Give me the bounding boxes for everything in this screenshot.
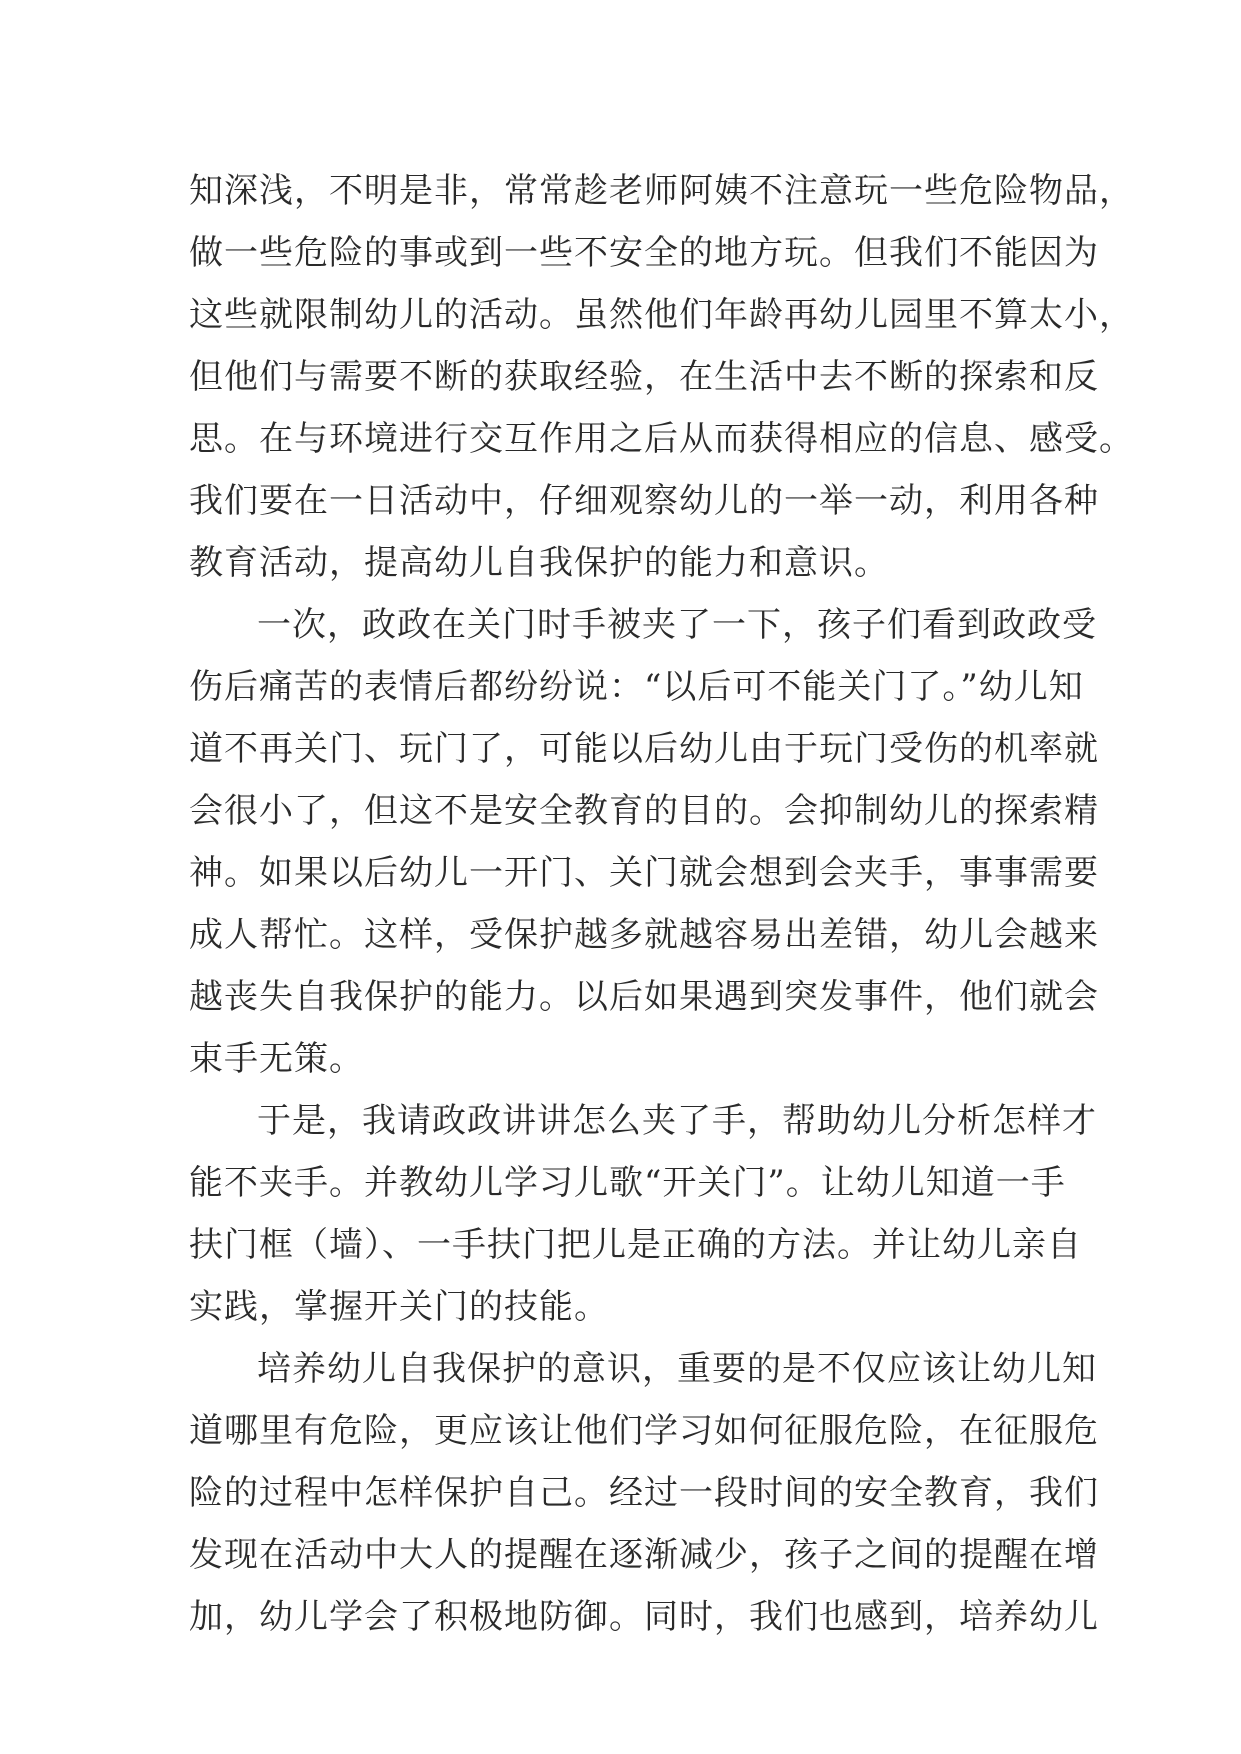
text-line: 越丧失自我保护的能力。以后如果遇到突发事件，他们就会	[189, 977, 1099, 1017]
text-line: 思。在与环境进行交互作用之后从而获得相应的信息、感受。	[189, 419, 1134, 459]
text-line: 发现在活动中大人的提醒在逐渐减少，孩子之间的提醒在增	[189, 1535, 1099, 1575]
paragraph-first-line: 于是，我请政政讲讲怎么夹了手，帮助幼儿分析怎样才	[257, 1101, 1097, 1141]
text-line: 实践，掌握开关门的技能。	[189, 1287, 609, 1327]
text-line: 能不夹手。并教幼儿学习儿歌“开关门”。让幼儿知道一手	[189, 1163, 1066, 1203]
text-line: 道不再关门、玩门了，可能以后幼儿由于玩门受伤的机率就	[189, 729, 1099, 769]
paragraph-first-line: 培养幼儿自我保护的意识，重要的是不仅应该让幼儿知	[257, 1349, 1097, 1389]
text-line: 道哪里有危险，更应该让他们学习如何征服危险，在征服危	[189, 1411, 1099, 1451]
text-line: 会很小了，但这不是安全教育的目的。会抑制幼儿的探索精	[189, 791, 1099, 831]
text-line: 险的过程中怎样保护自己。经过一段时间的安全教育，我们	[189, 1473, 1099, 1513]
text-line: 做一些危险的事或到一些不安全的地方玩。但我们不能因为	[189, 233, 1099, 273]
text-line: 我们要在一日活动中，仔细观察幼儿的一举一动，利用各种	[189, 481, 1099, 521]
text-line: 这些就限制幼儿的活动。虽然他们年龄再幼儿园里不算太小，	[189, 295, 1134, 335]
text-line: 加，幼儿学会了积极地防御。同时，我们也感到，培养幼儿	[189, 1597, 1099, 1637]
paragraph-first-line: 一次，政政在关门时手被夹了一下，孩子们看到政政受	[257, 605, 1097, 645]
text-line: 教育活动，提高幼儿自我保护的能力和意识。	[189, 543, 889, 583]
text-line: 成人帮忙。这样，受保护越多就越容易出差错，幼儿会越来	[189, 915, 1099, 955]
text-line: 知深浅，不明是非，常常趁老师阿姨不注意玩一些危险物品，	[189, 171, 1134, 211]
text-line: 束手无策。	[189, 1039, 364, 1079]
text-line: 但他们与需要不断的获取经验，在生活中去不断的探索和反	[189, 357, 1099, 397]
text-line: 伤后痛苦的表情后都纷纷说：“以后可不能关门了。”幼儿知	[189, 667, 1084, 707]
body-text	[189, 160, 1134, 1648]
text-line: 扶门框（墙）、一手扶门把儿是正确的方法。并让幼儿亲自	[189, 1225, 1082, 1265]
text-line: 神。如果以后幼儿一开门、关门就会想到会夹手，事事需要	[189, 853, 1099, 893]
